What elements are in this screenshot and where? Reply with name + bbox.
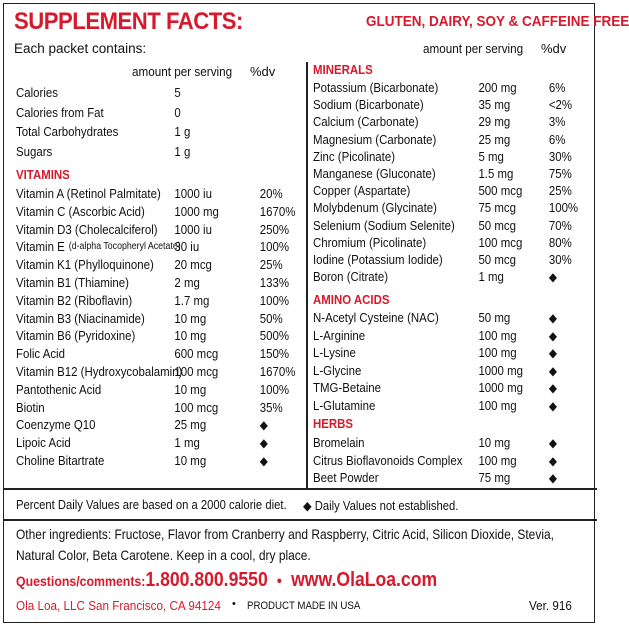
diamond-icon: ◆ xyxy=(548,471,557,485)
amount-per-serving: 75 mg xyxy=(478,470,511,485)
daily-value-percent: 70% xyxy=(548,217,572,233)
nutrient-row-l-arginine xyxy=(313,327,568,345)
daily-value-percent: 6% xyxy=(548,131,566,147)
nutrient-name: Potassium (Bicarbonate) xyxy=(313,80,439,95)
section-title-amino: AMINO ACIDS xyxy=(313,292,390,307)
nutrient-name: Folic Acid xyxy=(16,346,65,362)
amount-per-serving: 10 mg xyxy=(174,328,207,344)
diamond-icon: ◆ xyxy=(548,436,557,450)
nutrient-row-calcium-carbonate xyxy=(313,113,568,131)
daily-value-percent: 100% xyxy=(548,200,579,216)
nutrient-name: Pantothenic Acid xyxy=(16,381,102,397)
nutrient-row-vitamin-b12-hydroxycobalamin xyxy=(16,363,296,381)
diamond-icon: ◆ xyxy=(259,454,268,468)
nutrient-name: L-Glycine xyxy=(313,362,362,378)
nutrient-row-tmg-betaine xyxy=(313,379,568,397)
diamond-icon: ◆ xyxy=(548,453,557,468)
amount-per-serving: 35 mg xyxy=(478,97,511,113)
right-dv-header: %dv xyxy=(541,41,567,56)
daily-value-percent: 500% xyxy=(259,328,290,344)
amount-per-serving: 100 mg xyxy=(478,452,517,468)
amount-per-serving: 100 mg xyxy=(478,327,517,343)
nutrient-name: Total Carbohydrates xyxy=(16,124,119,139)
phone-number[interactable]: 1.800.800.9550 xyxy=(145,569,268,591)
nutrient-name: L-Glutamine xyxy=(313,397,376,413)
nutrient-name: Calories from Fat xyxy=(16,104,104,120)
amount-per-serving: 2 mg xyxy=(174,275,200,290)
made-in-usa: PRODUCT MADE IN USA xyxy=(247,600,361,612)
daily-value-percent: 100% xyxy=(259,381,290,397)
left-amount-header: amount per serving xyxy=(132,64,233,79)
not-established-note: ◆ Daily Values not established. xyxy=(303,499,459,513)
nutrient-name: Vitamin B12 (Hydroxycobalamin) xyxy=(16,364,183,379)
nutrient-name: Biotin xyxy=(16,399,45,415)
nutrient-name: Calcium (Carbonate) xyxy=(313,114,419,130)
daily-value-percent: 100% xyxy=(259,292,290,308)
amount-per-serving: 50 mg xyxy=(478,310,511,325)
amount-per-serving: 10 mg xyxy=(174,381,207,397)
amount-per-serving: 100 mcg xyxy=(174,364,219,379)
nutrient-row-choline-bitartrate xyxy=(16,452,280,470)
nutrient-row-calories xyxy=(16,84,280,102)
amount-per-serving: 10 mg xyxy=(174,453,207,468)
amount-per-serving: 50 mcg xyxy=(478,217,516,233)
amount-per-serving: 25 mg xyxy=(174,417,207,433)
version-label: Ver. 916 xyxy=(529,598,572,613)
website-link[interactable]: www.OlaLoa.com xyxy=(291,569,438,591)
section-title-herbs: HERBS xyxy=(313,416,354,431)
daily-value-percent: 30% xyxy=(548,252,572,267)
contact-separator: • xyxy=(276,573,282,590)
amount-per-serving: 600 mcg xyxy=(174,346,219,362)
daily-value-percent: 25% xyxy=(548,183,572,199)
nutrient-row-vitamin-b2-riboflavin xyxy=(16,292,290,310)
daily-value-percent: 3% xyxy=(548,114,566,130)
nutrient-name: Vitamin K1 (Phylloquinone) xyxy=(16,257,154,273)
nutrient-row-potassium-bicarbonate xyxy=(313,79,568,97)
amount-per-serving: 29 mg xyxy=(478,114,511,130)
amount-per-serving: 100 mg xyxy=(478,345,517,360)
nutrient-row-pantothenic-acid xyxy=(16,381,290,399)
nutrient-row-calories-from-fat xyxy=(16,104,280,122)
nutrient-name: L-Arginine xyxy=(313,327,366,343)
amount-per-serving: 1000 mg xyxy=(478,362,523,378)
nutrient-row-coenzyme-q10 xyxy=(16,416,280,434)
nutrient-name: Magnesium (Carbonate) xyxy=(313,131,437,147)
nutrient-name: Zinc (Picolinate) xyxy=(313,148,396,164)
daily-value-percent: 30% xyxy=(548,148,572,164)
nutrient-note: (d-alpha Tocopheryl Acetate) xyxy=(68,241,181,253)
amount-per-serving: 1 g xyxy=(174,124,191,139)
nutrient-name: Chromium (Picolinate) xyxy=(313,234,427,250)
daily-value-percent: 80% xyxy=(548,234,572,250)
nutrient-row-sodium-bicarbonate xyxy=(313,96,573,114)
nutrient-row-lipoic-acid xyxy=(16,434,280,452)
nutrient-row-vitamin-a-retinol-palmitate xyxy=(16,185,283,203)
nutrient-name: Sugars xyxy=(16,143,53,159)
section-title-minerals: MINERALS xyxy=(313,62,373,77)
nutrient-row-magnesium-carbonate xyxy=(313,131,568,149)
daily-value-percent: 6% xyxy=(548,80,566,95)
daily-value-percent: 75% xyxy=(548,166,572,181)
divider-footnote xyxy=(3,488,597,490)
nutrient-name: Calories xyxy=(16,85,58,100)
nutrient-name: Vitamin E xyxy=(16,239,65,255)
amount-per-serving: 100 mcg xyxy=(174,399,219,415)
nutrient-name: Copper (Aspartate) xyxy=(313,183,411,199)
nutrient-row-vitamin-e xyxy=(16,238,290,256)
nutrient-name: Vitamin B3 (Niacinamide) xyxy=(16,310,145,326)
nutrient-name: Bromelain xyxy=(313,435,365,450)
nutrient-name: Vitamin B6 (Pyridoxine) xyxy=(16,328,136,344)
nutrient-name: Iodine (Potassium Iodide) xyxy=(313,252,443,267)
nutrient-row-iodine-potassium-iodide xyxy=(313,251,572,269)
nutrient-name: Vitamin C (Ascorbic Acid) xyxy=(16,203,145,219)
page-title: SUPPLEMENT FACTS: xyxy=(14,8,243,35)
ingredients-line-2: Natural Color, Beta Carotene. Keep in a cool, dry place. xyxy=(16,547,311,563)
amount-per-serving: 0 xyxy=(174,104,181,120)
nutrient-row-selenium-sodium-selenite xyxy=(313,217,572,235)
nutrient-row-beet-powder xyxy=(313,469,568,487)
nutrient-name: Molybdenum (Glycinate) xyxy=(313,200,437,216)
daily-value-percent: 133% xyxy=(259,275,290,290)
nutrient-name: Citrus Bioflavonoids Complex xyxy=(313,452,463,468)
nutrient-row-vitamin-b3-niacinamide xyxy=(16,310,283,328)
nutrient-name: Vitamin A (Retinol Palmitate) xyxy=(16,186,161,201)
nutrient-row-folic-acid xyxy=(16,345,290,363)
nutrient-name: Boron (Citrate) xyxy=(313,269,389,285)
amount-per-serving: 500 mcg xyxy=(478,183,523,199)
nutrient-row-zinc-picolinate xyxy=(313,148,572,166)
amount-per-serving: 30 iu xyxy=(174,239,200,255)
amount-per-serving: 1.7 mg xyxy=(174,292,210,308)
nutrient-name: Choline Bitartrate xyxy=(16,453,105,468)
nutrient-name: L-Lysine xyxy=(313,345,356,360)
amount-per-serving: 100 mg xyxy=(478,397,517,413)
nutrient-row-l-lysine xyxy=(313,344,568,362)
column-divider xyxy=(306,62,308,488)
amount-per-serving: 75 mcg xyxy=(478,200,516,216)
amount-per-serving: 1 g xyxy=(174,143,191,159)
nutrient-name: Coenzyme Q10 xyxy=(16,417,96,433)
nutrient-row-vitamin-k1-phylloquinone xyxy=(16,256,283,274)
amount-per-serving: 200 mg xyxy=(478,80,517,95)
nutrient-row-boron-citrate xyxy=(313,268,568,286)
daily-value-percent: 1670% xyxy=(259,364,296,379)
nutrient-row-citrus-bioflavonoids-complex xyxy=(313,452,568,470)
diamond-icon: ◆ xyxy=(548,363,557,378)
nutrient-name: Vitamin B2 (Riboflavin) xyxy=(16,292,133,308)
daily-value-percent: 25% xyxy=(259,257,283,273)
daily-value-percent: 250% xyxy=(259,221,290,237)
nutrient-row-l-glutamine xyxy=(313,397,568,415)
diamond-icon: ◆ xyxy=(548,311,557,325)
amount-per-serving: 1000 mg xyxy=(174,203,219,219)
amount-per-serving: 25 mg xyxy=(478,131,511,147)
amount-per-serving: 100 mcg xyxy=(478,234,523,250)
amount-per-serving: 5 mg xyxy=(478,148,504,164)
amount-per-serving: 1000 iu xyxy=(174,186,212,201)
nutrient-row-biotin xyxy=(16,399,283,417)
nutrient-row-copper-aspartate xyxy=(313,182,572,200)
amount-per-serving: 20 mcg xyxy=(174,257,212,273)
daily-value-percent: <2% xyxy=(548,97,573,113)
company-address: Ola Loa, LLC San Francisco, CA 94124 xyxy=(16,598,221,613)
amount-per-serving: 1.5 mg xyxy=(478,166,514,181)
nutrient-row-n-acetyl-cysteine-nac xyxy=(313,309,568,327)
amount-per-serving: 1 mg xyxy=(478,269,504,285)
daily-value-percent: 150% xyxy=(259,346,290,362)
daily-values-note: Percent Daily Values are based on a 2000 calorie diet. xyxy=(16,498,287,512)
nutrient-row-vitamin-d3-cholecalciferol xyxy=(16,221,290,239)
right-amount-header: amount per serving xyxy=(423,41,524,56)
nutrient-row-l-glycine xyxy=(313,362,568,380)
nutrient-row-sugars xyxy=(16,143,280,161)
nutrient-name: Manganese (Gluconate) xyxy=(313,166,436,181)
section-title-vitamins: VITAMINS xyxy=(16,167,70,182)
contact-label: Questions/comments: xyxy=(16,573,146,589)
daily-value-percent: 20% xyxy=(259,186,283,201)
nutrient-name: Selenium (Sodium Selenite) xyxy=(313,217,455,233)
nutrient-name: Vitamin D3 (Cholecalciferol) xyxy=(16,221,158,237)
nutrient-name: N-Acetyl Cysteine (NAC) xyxy=(313,310,439,325)
nutrient-name: Beet Powder xyxy=(313,470,379,485)
daily-value-percent: 1670% xyxy=(259,203,296,219)
each-packet-label: Each packet contains: xyxy=(14,41,147,56)
contact-line xyxy=(16,569,437,592)
nutrient-row-chromium-picolinate xyxy=(313,234,572,252)
amount-per-serving: 1000 iu xyxy=(174,221,212,237)
amount-per-serving: 50 mcg xyxy=(478,252,516,267)
daily-value-percent: 50% xyxy=(259,310,283,326)
nutrient-name: Lipoic Acid xyxy=(16,435,71,451)
diamond-icon: ◆ xyxy=(548,398,557,413)
nutrient-row-vitamin-c-ascorbic-acid xyxy=(16,203,296,221)
divider-ingredients xyxy=(3,519,597,521)
nutrient-row-vitamin-b6-pyridoxine xyxy=(16,327,290,345)
amount-per-serving: 1000 mg xyxy=(478,380,523,395)
nutrient-row-manganese-gluconate xyxy=(313,165,572,183)
nutrient-row-molybdenum-glycinate xyxy=(313,199,579,217)
nutrient-row-vitamin-b1-thiamine xyxy=(16,274,290,292)
bullet: • xyxy=(232,598,236,610)
diamond-icon: ◆ xyxy=(259,436,268,451)
diamond-icon: ◆ xyxy=(548,328,557,343)
amount-per-serving: 10 mg xyxy=(478,435,511,450)
diamond-icon: ◆ xyxy=(259,418,268,433)
diamond-icon: ◆ xyxy=(548,270,557,285)
nutrient-row-bromelain xyxy=(313,434,568,452)
allergen-tagline: GLUTEN, DAIRY, SOY & CAFFEINE FREE xyxy=(366,13,629,30)
nutrient-name: Sodium (Bicarbonate) xyxy=(313,97,424,113)
amount-per-serving: 1 mg xyxy=(174,435,200,451)
amount-per-serving: 10 mg xyxy=(174,310,207,326)
left-dv-header: %dv xyxy=(250,64,276,79)
ingredients-line-1: Other ingredients: Fructose, Flavor from Cranberry and Raspberry, Citric Acid, Silicon Dioxide, Stevia, xyxy=(16,526,554,542)
nutrient-row-total-carbohydrates xyxy=(16,123,280,141)
nutrient-name: TMG-Betaine xyxy=(313,380,382,395)
amount-per-serving: 5 xyxy=(174,85,181,100)
daily-value-percent: 35% xyxy=(259,399,283,415)
diamond-icon: ◆ xyxy=(548,381,557,395)
nutrient-name: Vitamin B1 (Thiamine) xyxy=(16,275,129,290)
diamond-icon: ◆ xyxy=(548,346,557,360)
daily-value-percent: 100% xyxy=(259,239,290,255)
